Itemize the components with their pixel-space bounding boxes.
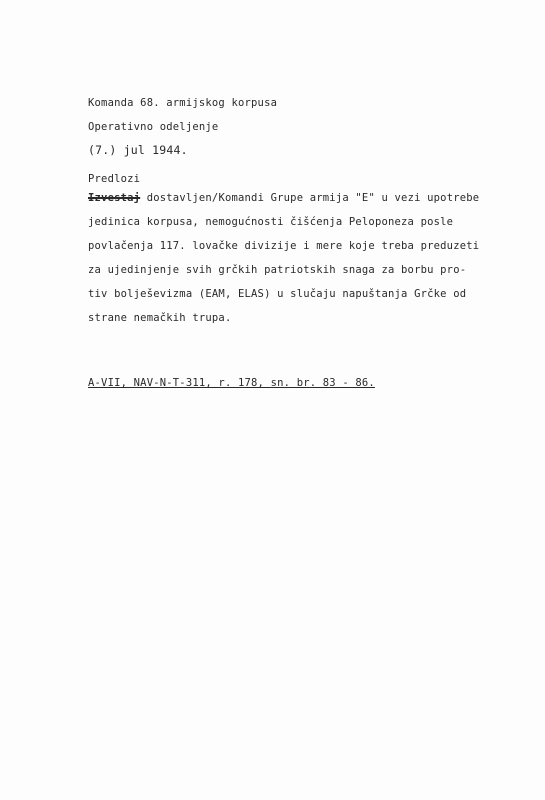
body-line-4: za ujedinjenje svih grčkih patriotskih snaga za borbu pro- xyxy=(88,264,467,276)
body-line-1 xyxy=(88,191,479,205)
body-line-2: jedinica korpusa, nemogućnosti čišćenja Peloponeza posle xyxy=(88,216,454,228)
header-date: (7.) jul 1944. xyxy=(88,143,188,157)
body-line-1-text: dostavljen/Komandi Grupe armija "E" u vezi upotrebe xyxy=(140,192,480,204)
body-line-6: strane nemačkih trupa. xyxy=(88,312,232,324)
struck-word: Izvestaj xyxy=(88,192,141,204)
section-title: Predlozi xyxy=(88,173,141,185)
archive-reference: A-VII, NAV-N-T-311, r. 178, sn. br. 83 - 86. xyxy=(88,377,375,389)
body-line-3: povlačenja 117. lovačke divizije i mere koje treba preduzeti xyxy=(88,240,480,252)
header-command: Komanda 68. armijskog korpusa xyxy=(88,97,278,109)
bleed-through-text xyxy=(95,438,101,449)
body-line-5: tiv bolješevizma (EAM, ELAS) u slučaju napuštanja Grčke od xyxy=(88,288,467,300)
header-department: Operativno odeljenje xyxy=(88,121,219,133)
